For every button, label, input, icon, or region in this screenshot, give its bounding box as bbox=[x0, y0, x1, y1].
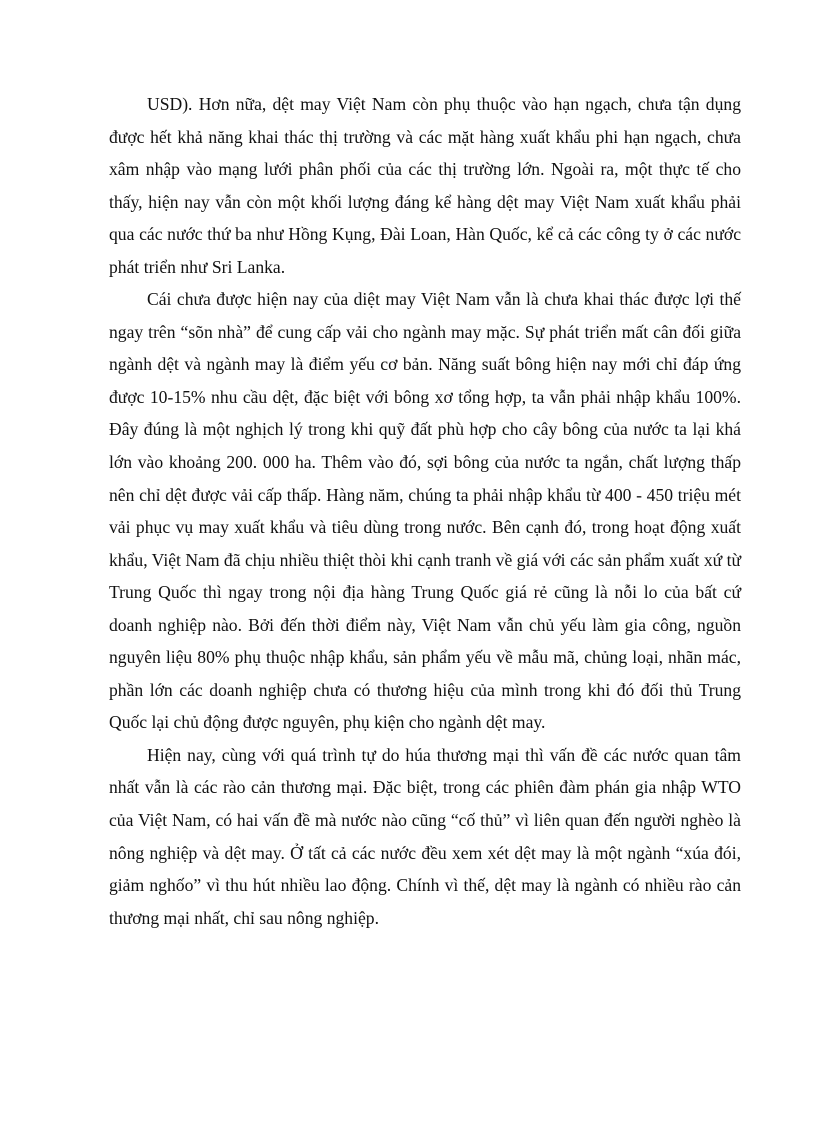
document-page bbox=[109, 88, 741, 934]
paragraph-3: Hiện nay, cùng với quá trình tự do húa thương mại thì vấn đề các nước quan tâm nhất vẫn là các rào cản thương mại. Đặc biệt, trong các phiên đàm phán gia nhập WTO của Việt Nam, có hai vấn đề mà nước nào cũng “cố thủ” vì liên quan đến người nghèo là nông nghiệp và dệt may. Ở tất cả các nước đều xem xét dệt may là một ngành “xúa đói, giảm nghốo” vì thu hút nhiều lao động. Chính vì thế, dệt may là ngành có nhiều rào cản thương mại nhất, chỉ sau nông nghiệp. bbox=[109, 744, 741, 928]
paragraph-1: USD). Hơn nữa, dệt may Việt Nam còn phụ thuộc vào hạn ngạch, chưa tận dụng được hết khả năng khai thác thị trường và các mặt hàng xuất khẩu phi hạn ngạch, chưa xâm nhập vào mạng lưới phân phối của các thị trường lớn. Ngoài ra, một thực tế cho thấy, hiện nay vẫn còn một khối lượng đáng kể hàng dệt may Việt Nam xuất khẩu phải qua các nước thứ ba như Hồng Kụng, Đài Loan, Hàn Quốc, kể cả các công ty ở các nước phát triển như Sri Lanka. bbox=[109, 94, 741, 277]
paragraph-2: Cái chưa được hiện nay của diệt may Việt Nam vẫn là chưa khai thác được lợi thế ngay trên “sõn nhà” để cung cấp vải cho ngành may mặc. Sự phát triển mất cân đối giữa ngành dệt và ngành may là điểm yếu cơ bản. Năng suất bông hiện nay mới chỉ đáp ứng được 10-15% nhu cầu dệt, đặc biệt với bông xơ tổng hợp, ta vẫn phải nhập khẩu 100%. Đây đúng là một nghịch lý trong khi quỹ đất phù hợp cho cây bông của nước ta lại khá lớn vào khoảng 200. 000 ha. Thêm vào đó, sợi bông của nước ta ngắn, chất lượng thấp nên chỉ dệt được vải cấp thấp. Hàng năm, chúng ta phải nhập khẩu từ 400 - 450 triệu mét vải phục vụ may xuất khẩu và tiêu dùng trong nước. Bên cạnh đó, trong hoạt động xuất khẩu, Việt Nam đã chịu nhiều thiệt thòi khi cạnh tranh về giá với các sản phẩm xuất xứ từ Trung Quốc thì ngay trong nội địa hàng Trung Quốc giá rẻ cũng là nỗi lo của bất cứ doanh nghiệp nào. Bởi đến thời điểm này, Việt Nam vẫn chủ yếu làm gia công, nguồn nguyên liệu 80% phụ thuộc nhập khẩu, sản phẩm yếu về mẫu mã, chủng loại, nhãn mác, phần lớn các doanh nghiệp chưa có thương hiệu của mình trong khi đó đối thủ Trung Quốc lại chủ động được nguyên, phụ kiện cho ngành dệt may. bbox=[109, 289, 741, 733]
